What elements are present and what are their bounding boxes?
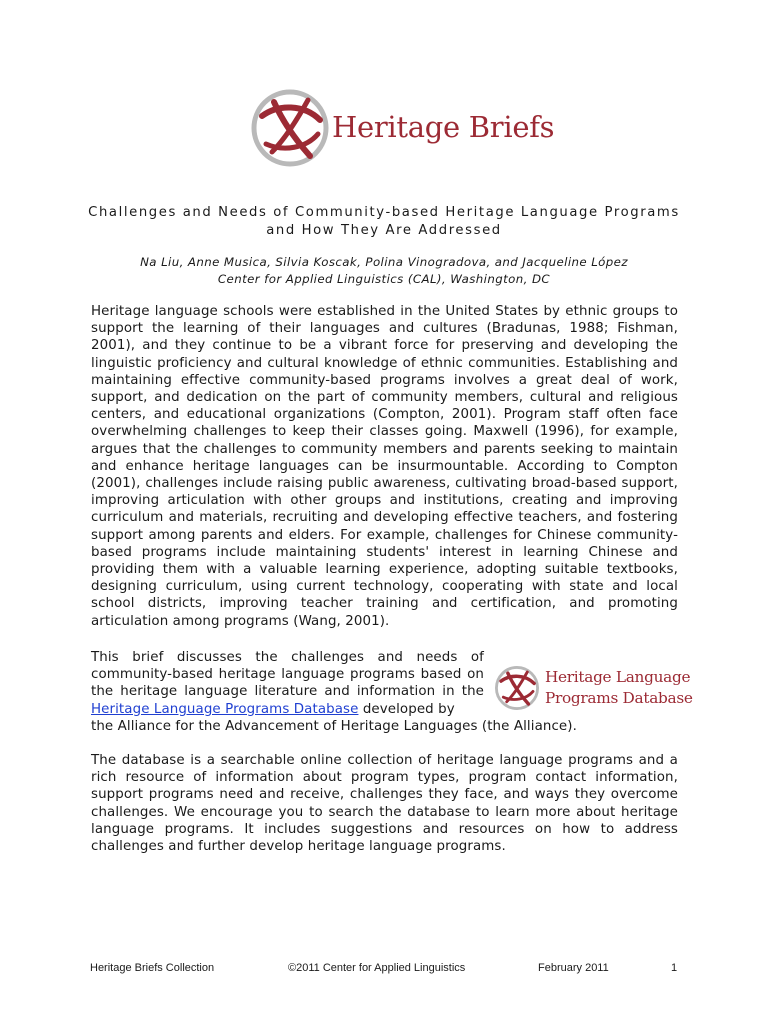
body-paragraph-2-tail: the Alliance for the Advancement of Heritage Languages (the Alliance).	[91, 719, 577, 734]
paragraph-2-text-after-link: developed by	[362, 701, 455, 717]
globe-logo-icon	[248, 86, 332, 170]
author-affiliation: Center for Applied Linguistics (CAL), Washington, DC	[217, 271, 551, 286]
document-title	[60, 204, 708, 239]
footer-page-number: 1	[671, 962, 678, 974]
globe-logo-small-icon	[493, 664, 541, 712]
author-names: Na Liu, Anne Musica, Silvia Koscak, Polina Vinogradova, and Jacqueline López	[140, 255, 628, 269]
logo-title: Heritage Briefs	[332, 110, 555, 144]
footer-copyright: ©2011 Center for Applied Linguistics	[288, 962, 466, 974]
footer-date: February 2011	[538, 962, 609, 974]
side-logo-text	[545, 667, 693, 709]
footer-collection: Heritage Briefs Collection	[90, 962, 215, 974]
body-paragraph-2	[91, 649, 484, 718]
title-line-1: Challenges and Needs of Community-based Heritage Language Programs	[88, 205, 680, 220]
heritage-language-programs-database-logo	[493, 660, 693, 716]
body-paragraph-3: The database is a searchable online collection of heritage language programs and a rich resource of information about program types, program contact information, support programs need and receive, challenges they face, and ways they overcome challenges. We encourage you to search the database to learn more about heritage language programs. It includes suggestions and resources on how to address challenges and further develop heritage language programs.	[91, 753, 678, 855]
database-link[interactable]: Heritage Language Programs Database	[91, 701, 359, 717]
side-logo-line-2: Programs Database	[545, 689, 693, 707]
paragraph-2-text: This brief discusses the challenges and needs of community-based heritage language programs based on the heritage language literature and information in the	[91, 650, 484, 700]
heritage-briefs-logo	[248, 86, 555, 172]
title-line-2: and How They Are Addressed	[266, 222, 502, 238]
body-paragraph-1: Heritage language schools were established in the United States by ethnic groups to support the learning of their languages and cultures (Bradunas, 1988; Fishman, 2001), and they continue to be a vibrant force for preserving and developing the linguistic proficiency and cultural knowledge of ethnic communities. Establishing and maintaining effective community-based programs involves a great deal of work, support, and dedication on the part of community members, cultural and religious centers, and educational organizations (Compton, 2001). Program staff often face overwhelming challenges to keep their classes going. Maxwell (1996), for example, argues that the challenges to community members and parents seeking to maintain and enhance heritage languages can be insurmountable. According to Compton (2001), challenges include raising public awareness, cultivating broad-based support, improving articulation with other groups and institutions, creating and improving curriculum and materials, recruiting and developing effective teachers, and fostering support among parents and elders. For example, challenges for Chinese community-based programs include maintaining students' interest in learning Chinese and providing them with a valuable learning experience, adopting suitable textbooks, designing curriculum, using current technology, cooperating with state and local school districts, improving teacher training and certification, and promoting articulation among programs (Wang, 2001).	[91, 304, 678, 629]
authors-block	[60, 254, 708, 287]
side-logo-line-1: Heritage Language	[545, 668, 691, 686]
